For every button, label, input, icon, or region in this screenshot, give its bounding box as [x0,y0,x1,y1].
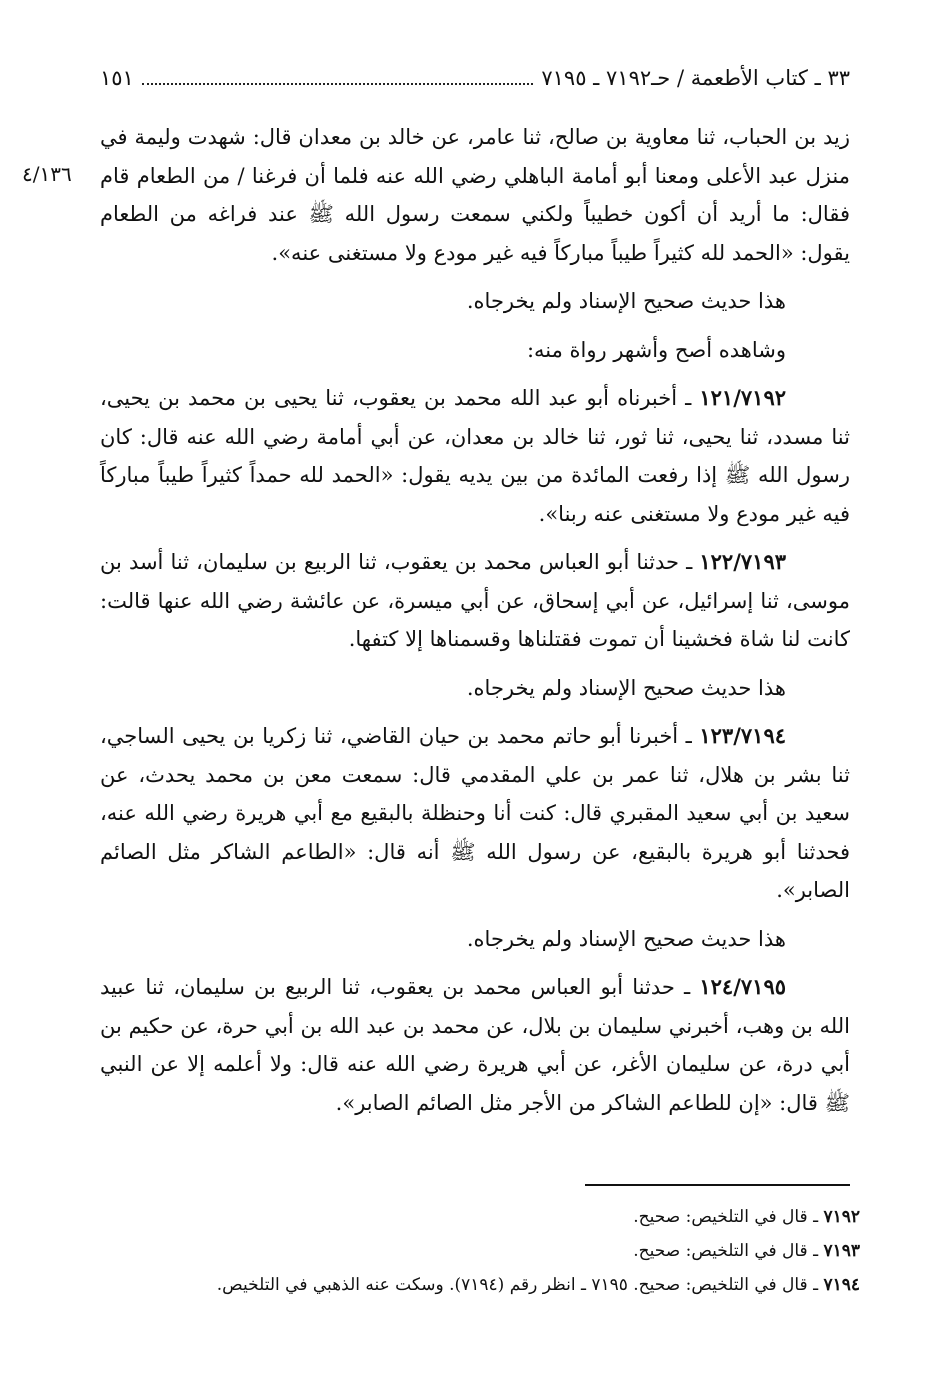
footnote [90,1200,860,1234]
hadith-number: ١٢١/٧١٩٢ [699,385,786,410]
hadith-7193 [100,543,850,659]
paragraph-text: هذا حديث صحيح الإسناد ولم يخرجاه. [466,926,786,951]
footnote-number: ٧١٩٤ [823,1275,860,1295]
main-text [100,118,850,1132]
hadith-7194 [100,717,850,910]
footnote-text: ـ قال في التلخيص: صحيح. ٧١٩٥ ـ انظر رقم (٧١٩٤). وسكت عنه الذهبي في التلخيص. [216,1275,824,1295]
witness-intro [100,331,850,370]
running-title: ٣٣ ـ كتاب الأطعمة / حـ٧١٩٢ ـ ٧١٩٥ [541,66,850,90]
hadith-text: ـ حدثنا أبو العباس محمد بن يعقوب، ثنا الربيع بن سليمان، ثنا أسد بن موسى، ثنا إسرائيل، عن أبي إسحاق، عن أبي ميسرة، عن عائشة رضي الله عنها قالت: كانت لنا شاة فخشينا أن تموت فقتلناها وقسمناها إلا كتفها. [100,550,850,651]
hadith-7195 [100,968,850,1122]
page-number: ١٥١ [100,66,134,90]
hadith-number: ١٢٣/٧١٩٤ [699,723,786,748]
footnote-number: ٧١٩٢ [823,1207,860,1227]
paragraph-text: وشاهده أصح وأشهر رواة منه: [526,337,786,362]
grading-note [100,282,850,321]
hadith-number: ١٢٢/٧١٩٣ [699,549,786,574]
leader-dots [142,83,534,85]
hadith-text: ـ أخبرنا أبو حاتم محمد بن حيان القاضي، ثنا زكريا بن يحيى الساجي، ثنا بشر بن هلال، ثنا عمر بن علي المقدمي قال: سمعت معن بن محمد يحدث، عن سعيد بن أبي سعيد المقبري قال: كنت أنا وحنظلة بالبقيع مع أبي هريرة رضي الله عنه، فحدثنا أبو هريرة بالبقيع، عن رسول الله ﷺ أنه قال: «الطاعم الشاكر مثل الصائم الصابر». [100,724,850,902]
footnote-separator [585,1184,850,1186]
paragraph-text: هذا حديث صحيح الإسناد ولم يخرجاه. [466,675,786,700]
paragraph-text: هذا حديث صحيح الإسناد ولم يخرجاه. [466,289,786,313]
footnote [90,1268,860,1302]
hadith-7192 [100,379,850,533]
paragraph-opening [100,118,850,272]
grading-note [100,669,850,708]
margin-reference: ٤/١٣٦ [22,162,72,186]
footnote-number: ٧١٩٣ [823,1241,860,1261]
paragraph-text: زيد بن الحباب، ثنا معاوية بن صالح، ثنا عامر، عن خالد بن معدان قال: شهدت وليمة في منزل عبد الأعلى ومعنا أبو أمامة الباهلي رضي الله عنه فلما أن فرغنا / من الطعام قام فقال: ما أريد أن أكون خطيباً ولكني سمعت رسول الله ﷺ عند فراغه من الطعام يقول: «الحمد لله كثيراً طيباً مباركاً فيه غير مودع ولا مستغنى عنه». [100,125,850,265]
grading-note [100,920,850,959]
footnote-text: ـ قال في التلخيص: صحيح. [633,1241,824,1261]
hadith-text: ـ حدثنا أبو العباس محمد بن يعقوب، ثنا الربيع بن سليمان، ثنا عبيد الله بن وهب، أخبرني سليمان بن بلال، عن محمد بن عبد الله بن أبي حرة، عن حكيم بن أبي درة، عن سليمان الأغر، عن أبي هريرة رضي الله عنه قال: ولا أعلمه إلا عن النبي ﷺ قال: «إن للطاعم الشاكر من الأجر مثل الصائم الصابر». [100,975,850,1115]
hadith-text: ـ أخبرناه أبو عبد الله محمد بن يعقوب، ثنا يحيى بن محمد بن يحيى، ثنا مسدد، ثنا يحيى، ثنا ثور، ثنا خالد بن معدان، عن أبي أمامة رضي الله عنه قال: كان رسول الله ﷺ إذا رفعت المائدة من بين يديه يقول: «الحمد لله حمداً كثيراً طيباً مباركاً فيه غير مودع ولا مستغنى عنه ربنا». [100,386,850,526]
footnote-text: ـ قال في التلخيص: صحيح. [633,1207,824,1227]
page-header [100,58,850,98]
footnotes [90,1200,860,1302]
hadith-number: ١٢٤/٧١٩٥ [699,974,786,999]
footnote [90,1234,860,1268]
